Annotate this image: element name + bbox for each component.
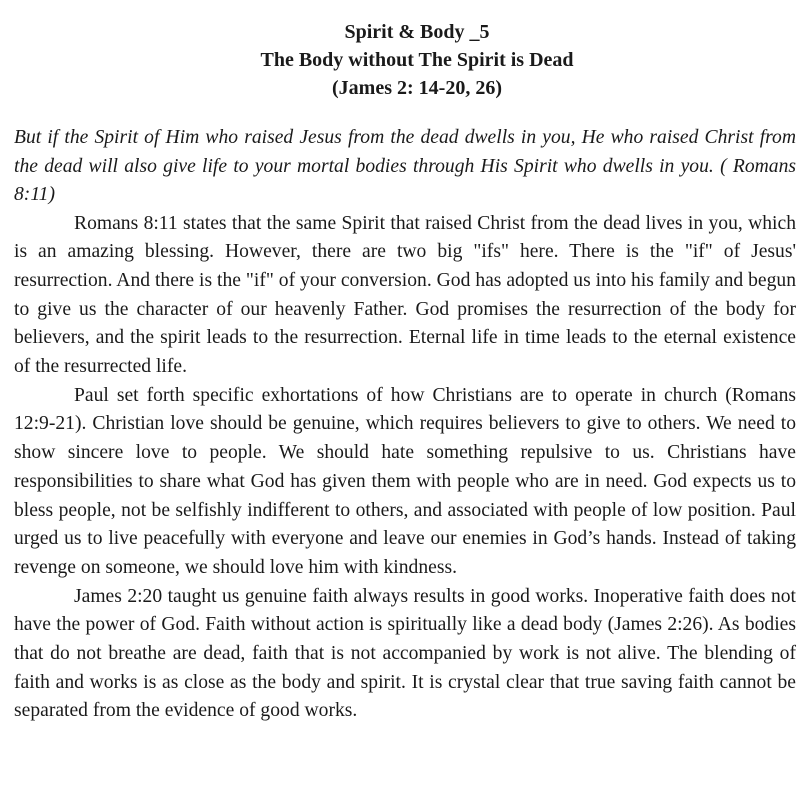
body-paragraph-1: Romans 8:11 states that the same Spirit that raised Christ from the dead lives in you, which is an amazing blessing. However, there are two big "ifs" here. There is the "if" of Jesus' resurrection. And there is the "if" of your conversion. God has adopted us into his family and begun to give us the character of our heavenly Father. God promises the resurrection of the body for believers, and the spirit leads to the resurrection. Eternal life in time leads to the eternal existence of the resurrected life. xyxy=(14,212,796,378)
sermon-title: The Body without The Spirit is Dead xyxy=(260,49,574,71)
body-paragraph-2: Paul set forth specific exhortations of how Christians are to operate in church (Romans 12:9-21). Christian love should be genuine, which requires believers to give to others. We need to show sincere love to people. We should hate something repulsive to us. Christians have responsibilities to share what God has given them with people who are in need. God expects us to bless people, not be selfishly indifferent to others, and associated with people of low position. Paul urged us to live peacefully with everyone and leave our enemies in God’s hands. Instead of taking revenge on someone, we should love him with kindness. xyxy=(14,384,796,578)
title-block xyxy=(14,18,796,102)
epigraph-quote: But if the Spirit of Him who raised Jesus from the dead dwells in you, He who raised Christ from the dead will also give life to your mortal bodies through His Spirit who dwells in you. ( Romans 8:11) xyxy=(14,127,796,205)
scripture-reference: (James 2: 14-20, 26) xyxy=(332,77,502,99)
series-title: Spirit & Body _5 xyxy=(344,21,490,43)
title-spacer xyxy=(14,102,796,124)
body-paragraph-3: James 2:20 taught us genuine faith always results in good works. Inoperative faith does not have the power of God. Faith without action is spiritually like a dead body (James 2:26). As bodies that do not breathe are dead, faith that is not accompanied by work is not alive. The blending of faith and works is as close as the body and spirit. It is crystal clear that true saving faith cannot be separated from the evidence of good works. xyxy=(14,585,796,722)
